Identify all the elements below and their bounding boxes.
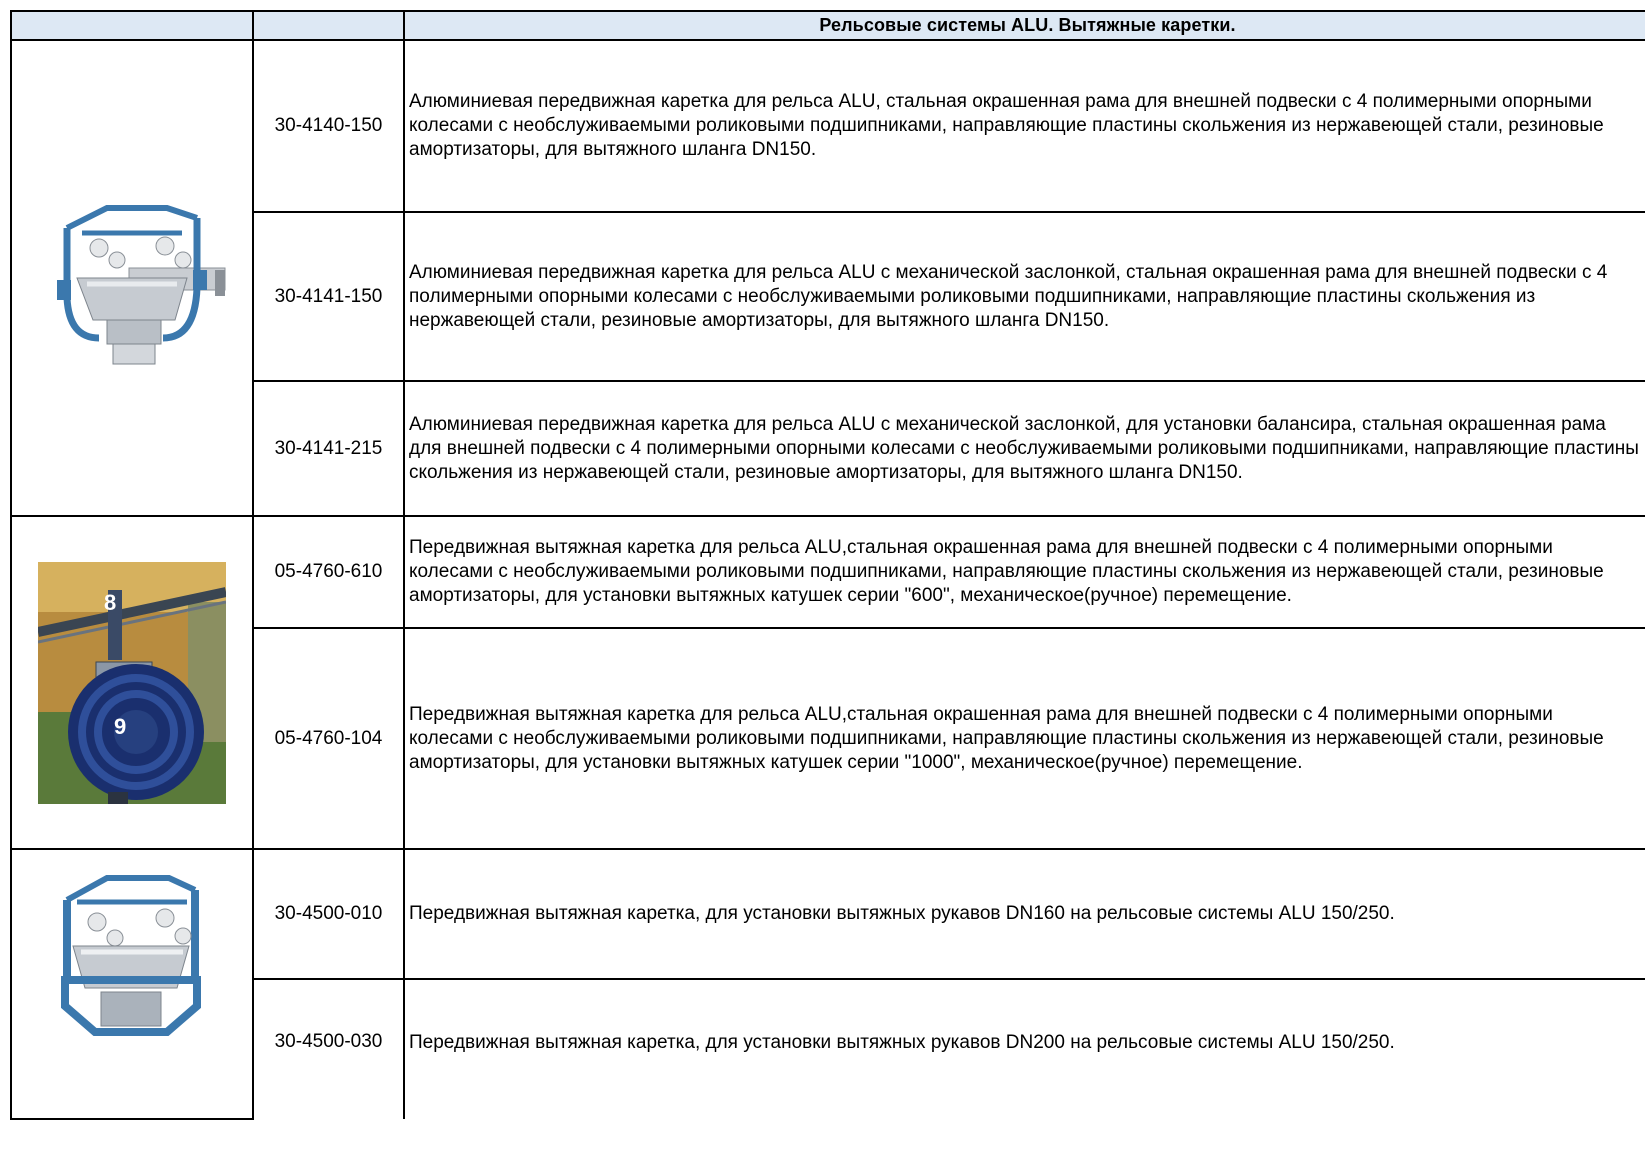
item-description[interactable]: Передвижная вытяжная каретка, для установки вытяжных рукавов DN200 на рельсовые системы ALU 150/250.: [404, 979, 1645, 1119]
table-row: [11, 40, 1645, 212]
item-description[interactable]: Передвижная вытяжная каретка для рельса ALU,стальная окрашенная рама для внешней подвески с 4 полимерными опорными колесами с необслуживаемыми роликовыми подшипниками, направляющие пластины скольжения из нержавеющей стали, резиновые амортизаторы, для установки вытяжных катушек серии "600", механическое(ручное) перемещение.: [404, 516, 1645, 628]
item-code[interactable]: 05-4760-104: [253, 628, 404, 849]
item-code[interactable]: 30-4141-215: [253, 381, 404, 516]
image-label-9: 9: [114, 713, 127, 739]
table-row: [11, 381, 1645, 516]
table-row: [11, 979, 1645, 1119]
image-cell-hose-reel-carriage[interactable]: [11, 516, 253, 849]
header-row: [11, 11, 1645, 40]
table-title[interactable]: Рельсовые системы ALU. Вытяжные каретки.: [404, 11, 1645, 40]
item-code[interactable]: 30-4500-030: [253, 979, 404, 1119]
table-row: [11, 849, 1645, 979]
image-label-8: 8: [104, 589, 117, 615]
aluminium-carriage-photo: [37, 188, 227, 368]
item-description[interactable]: Передвижная вытяжная каретка, для установки вытяжных рукавов DN160 на рельсовые системы ALU 150/250.: [404, 849, 1645, 979]
image-cell-blue-frame-carriage[interactable]: [11, 849, 253, 1119]
item-description[interactable]: Алюминиевая передвижная каретка для рельса ALU с механической заслонкой, стальная окрашенная рама для внешней подвески с 4 полимерными опорными колесами с необслуживаемыми роликовыми подшипниками, направляющие пластины скольжения из нержавеющей стали, резиновые амортизаторы, для вытяжного шланга DN150.: [404, 212, 1645, 381]
header-cell-image[interactable]: [11, 11, 253, 40]
product-table: [10, 10, 1645, 1120]
table-row: [11, 628, 1645, 849]
table-row: [11, 212, 1645, 381]
header-cell-code[interactable]: [253, 11, 404, 40]
hose-reel-carriage-photo: [38, 562, 226, 804]
item-code[interactable]: 30-4500-010: [253, 849, 404, 979]
item-code[interactable]: 05-4760-610: [253, 516, 404, 628]
item-code[interactable]: 30-4141-150: [253, 212, 404, 381]
blue-frame-carriage-photo: [37, 860, 227, 1040]
table-row: [11, 516, 1645, 628]
item-description[interactable]: Передвижная вытяжная каретка для рельса ALU,стальная окрашенная рама для внешней подвески с 4 полимерными опорными колесами с необслуживаемыми роликовыми подшипниками, направляющие пластины скольжения из нержавеющей стали, резиновые амортизаторы, для установки вытяжных катушек серии "1000", механическое(ручное) перемещение.: [404, 628, 1645, 849]
item-description[interactable]: Алюминиевая передвижная каретка для рельса ALU, стальная окрашенная рама для внешней подвески с 4 полимерными опорными колесами с необслуживаемыми роликовыми подшипниками, направляющие пластины скольжения из нержавеющей стали, резиновые амортизаторы, для вытяжного шланга DN150.: [404, 40, 1645, 212]
image-cell-aluminium-carriage[interactable]: [11, 40, 253, 516]
item-code[interactable]: 30-4140-150: [253, 40, 404, 212]
item-description[interactable]: Алюминиевая передвижная каретка для рельса ALU с механической заслонкой, для установки балансира, стальная окрашенная рама для внешней подвески с 4 полимерными опорными колесами с необслуживаемыми роликовыми подшипниками, направляющие пластины скольжения из нержавеющей стали, резиновые амортизаторы, для вытяжного шланга DN150.: [404, 381, 1645, 516]
